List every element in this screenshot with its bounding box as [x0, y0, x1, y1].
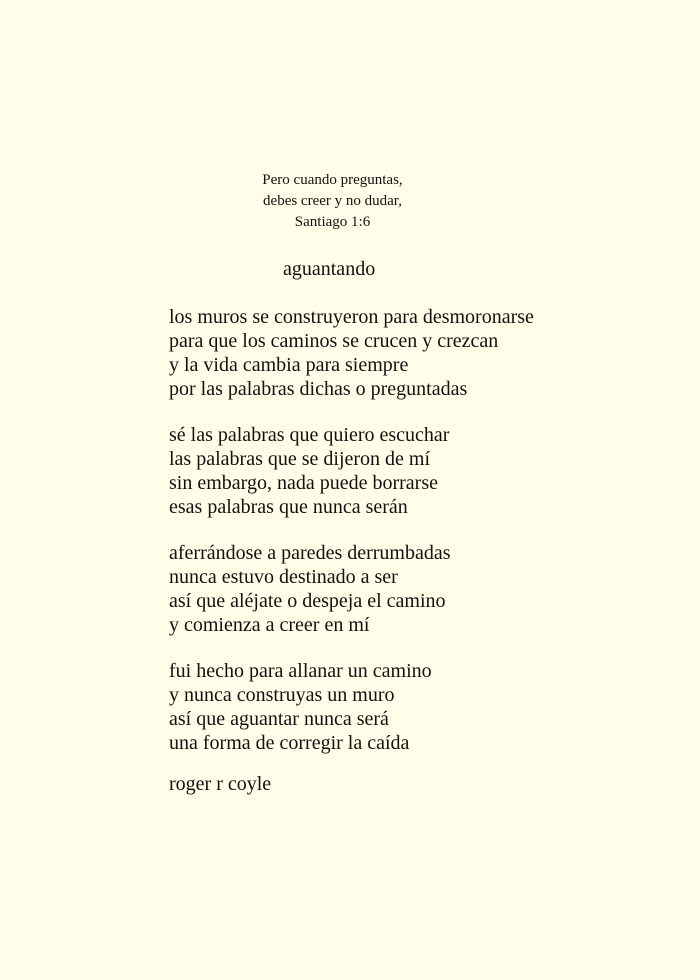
poem-line: por las palabras dichas o preguntadas [169, 378, 468, 400]
poem-line: fui hecho para allanar un camino [169, 660, 432, 682]
poem-line: así que aléjate o despeja el camino [169, 590, 446, 612]
stanza [169, 423, 534, 519]
poem-line: y la vida cambia para siempre [169, 354, 409, 376]
poem-line: las palabras que se dijeron de mí [169, 448, 431, 470]
poem-line: una forma de corregir la caída [169, 732, 410, 754]
poem-line: nunca estuvo destinado a ser [169, 566, 398, 588]
epigraph [0, 170, 665, 233]
stanza [169, 659, 534, 755]
poem-line: para que los caminos se crucen y crezcan [169, 330, 499, 352]
stanza [169, 305, 534, 401]
epigraph-line: debes creer y no dudar, [263, 193, 402, 209]
epigraph-line: Pero cuando preguntas, [262, 172, 403, 188]
poem-line: los muros se construyeron para desmoronarse [169, 306, 534, 328]
poem-line: sé las palabras que quiero escuchar [169, 424, 450, 446]
poem-body [169, 305, 534, 777]
epigraph-citation: Santiago 1:6 [294, 214, 371, 230]
poem-line: y comienza a creer en mí [169, 614, 370, 636]
poem-title: aguantando [283, 258, 376, 280]
author-signature: roger r coyle [169, 773, 272, 795]
poem-line: así que aguantar nunca será [169, 708, 389, 730]
poem-line: esas palabras que nunca serán [169, 496, 408, 518]
poem-line: sin embargo, nada puede borrarse [169, 472, 438, 494]
poem-line: aferrándose a paredes derrumbadas [169, 542, 451, 564]
stanza [169, 541, 534, 637]
poem-line: y nunca construyas un muro [169, 684, 395, 706]
